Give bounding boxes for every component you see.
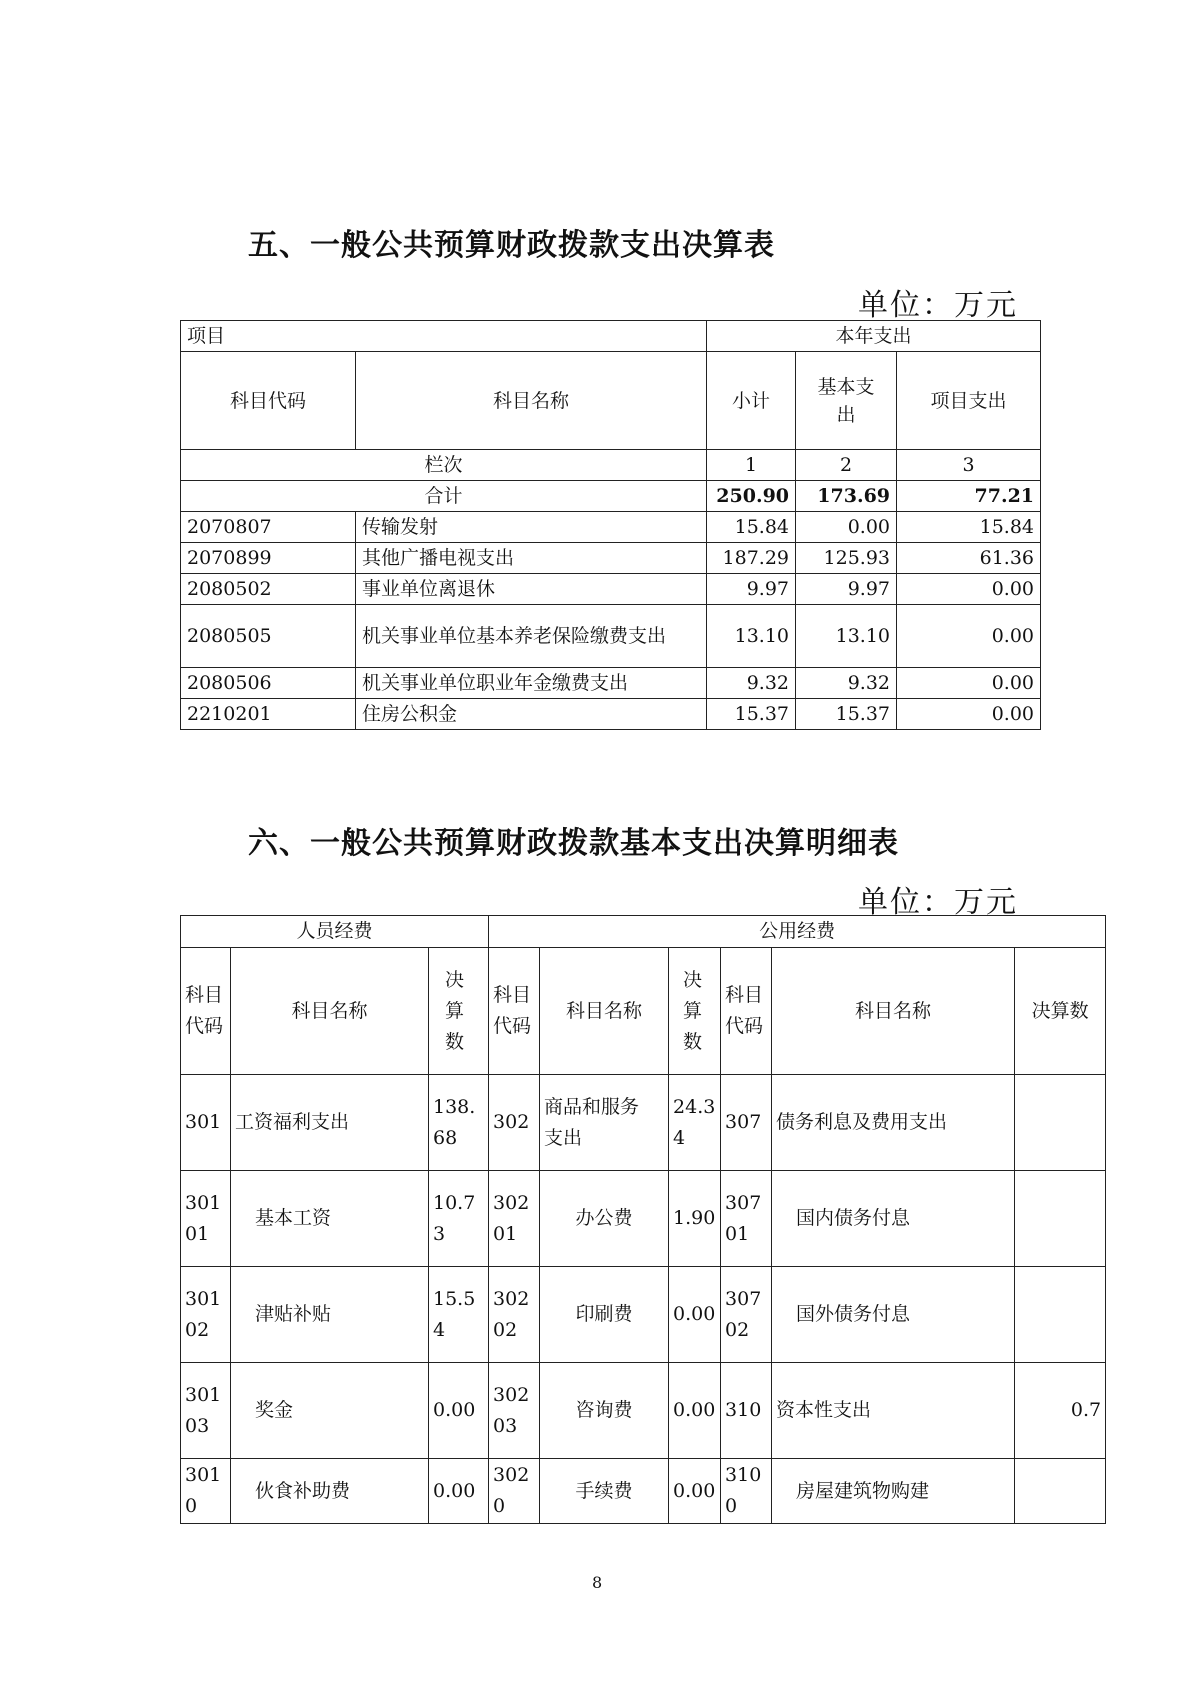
o-amount [1015, 1267, 1106, 1363]
row-subtotal: 9.97 [707, 574, 796, 605]
row-code: 2080502 [181, 574, 356, 605]
row-code: 2080506 [181, 668, 356, 699]
section5-unit: 单位：万元 [858, 288, 1018, 323]
g-amount: 1.90 [669, 1171, 721, 1267]
g-name: 办公费 [540, 1171, 669, 1267]
p-code: 30102 [181, 1267, 231, 1363]
row-code: 2080505 [181, 605, 356, 668]
o-code: 3100 [721, 1459, 772, 1524]
public-expense-header: 公用经费 [489, 916, 1106, 948]
g-amount: 0.00 [669, 1363, 721, 1459]
page-number: 8 [592, 1573, 603, 1592]
table-row [181, 605, 1041, 668]
table-row [181, 1363, 1106, 1459]
header-project: 项目支出 [897, 352, 1041, 450]
o-amount-header: 决算数 [1015, 948, 1106, 1075]
row-code: 2070899 [181, 543, 356, 574]
header-current-year: 本年支出 [707, 321, 1041, 352]
row-name: 事业单位离退休 [356, 574, 707, 605]
o-name: 国外债务付息 [772, 1267, 1015, 1363]
table-row [181, 1171, 1106, 1267]
o-name: 债务利息及费用支出 [772, 1075, 1015, 1171]
g-amount: 24.34 [669, 1075, 721, 1171]
o-code: 310 [721, 1363, 772, 1459]
p-amount-header: 决算数 [429, 948, 489, 1075]
section6-unit: 单位：万元 [858, 885, 1018, 920]
g-name: 手续费 [540, 1459, 669, 1524]
table-row [181, 699, 1041, 730]
o-amount [1015, 1459, 1106, 1524]
column-index-2: 2 [796, 450, 897, 481]
g-amount: 0.00 [669, 1459, 721, 1524]
g-name: 咨询费 [540, 1363, 669, 1459]
row-basic: 13.10 [796, 605, 897, 668]
g-code: 30202 [489, 1267, 540, 1363]
row-subtotal: 15.37 [707, 699, 796, 730]
row-subtotal: 15.84 [707, 512, 796, 543]
row-subtotal: 187.29 [707, 543, 796, 574]
o-amount [1015, 1171, 1106, 1267]
row-basic: 9.32 [796, 668, 897, 699]
basic-expenditure-detail-table [180, 915, 1106, 1524]
o-amount: 0.7 [1015, 1363, 1106, 1459]
o-code: 307 [721, 1075, 772, 1171]
o-code: 30701 [721, 1171, 772, 1267]
total-basic: 173.69 [796, 481, 897, 512]
o-amount [1015, 1075, 1106, 1171]
o-name: 房屋建筑物购建 [772, 1459, 1015, 1524]
o-code: 30702 [721, 1267, 772, 1363]
row-subtotal: 13.10 [707, 605, 796, 668]
table-row [181, 1075, 1106, 1171]
p-amount: 10.73 [429, 1171, 489, 1267]
table-row [181, 574, 1041, 605]
p-name: 津贴补贴 [231, 1267, 429, 1363]
row-basic: 0.00 [796, 512, 897, 543]
row-basic: 125.93 [796, 543, 897, 574]
total-project: 77.21 [897, 481, 1041, 512]
g-code: 302 [489, 1075, 540, 1171]
p-name: 工资福利支出 [231, 1075, 429, 1171]
p-amount: 15.54 [429, 1267, 489, 1363]
header-code: 科目代码 [181, 352, 356, 450]
row-name: 传输发射 [356, 512, 707, 543]
table-row [181, 668, 1041, 699]
row-project: 0.00 [897, 605, 1041, 668]
row-project: 61.36 [897, 543, 1041, 574]
g-name: 商品和服务支出 [540, 1075, 669, 1171]
row-project: 0.00 [897, 668, 1041, 699]
column-index-3: 3 [897, 450, 1041, 481]
section5-title: 五、一般公共预算财政拨款支出决算表 [248, 228, 775, 263]
row-basic: 15.37 [796, 699, 897, 730]
o-name: 资本性支出 [772, 1363, 1015, 1459]
g-name: 印刷费 [540, 1267, 669, 1363]
p-amount: 0.00 [429, 1363, 489, 1459]
p-code-header: 科目代码 [181, 948, 231, 1075]
g-code-header: 科目代码 [489, 948, 540, 1075]
personnel-expense-header: 人员经费 [181, 916, 489, 948]
p-code: 3010 [181, 1459, 231, 1524]
row-name: 住房公积金 [356, 699, 707, 730]
row-name: 机关事业单位基本养老保险缴费支出 [356, 605, 707, 668]
header-item: 项目 [181, 321, 707, 352]
header-basic: 基本支出 [796, 352, 897, 450]
p-amount: 0.00 [429, 1459, 489, 1524]
row-project: 15.84 [897, 512, 1041, 543]
header-subtotal: 小计 [707, 352, 796, 450]
row-project: 0.00 [897, 699, 1041, 730]
row-basic: 9.97 [796, 574, 897, 605]
p-name: 伙食补助费 [231, 1459, 429, 1524]
column-index-label: 栏次 [181, 450, 707, 481]
g-code: 3020 [489, 1459, 540, 1524]
table-row [181, 1267, 1106, 1363]
table-row [181, 543, 1041, 574]
p-name-header: 科目名称 [231, 948, 429, 1075]
section6-title: 六、一般公共预算财政拨款基本支出决算明细表 [248, 826, 899, 861]
table-row [181, 1459, 1106, 1524]
p-name: 基本工资 [231, 1171, 429, 1267]
g-amount-header: 决算数 [669, 948, 721, 1075]
row-code: 2210201 [181, 699, 356, 730]
p-code: 301 [181, 1075, 231, 1171]
column-index-1: 1 [707, 450, 796, 481]
g-code: 30201 [489, 1171, 540, 1267]
g-code: 30203 [489, 1363, 540, 1459]
row-project: 0.00 [897, 574, 1041, 605]
budget-expenditure-table [180, 320, 1041, 730]
p-code: 30103 [181, 1363, 231, 1459]
g-name-header: 科目名称 [540, 948, 669, 1075]
header-name: 科目名称 [356, 352, 707, 450]
g-amount: 0.00 [669, 1267, 721, 1363]
o-code-header: 科目代码 [721, 948, 772, 1075]
p-amount: 138.68 [429, 1075, 489, 1171]
row-code: 2070807 [181, 512, 356, 543]
table-row [181, 512, 1041, 543]
row-name: 其他广播电视支出 [356, 543, 707, 574]
row-subtotal: 9.32 [707, 668, 796, 699]
total-subtotal: 250.90 [707, 481, 796, 512]
row-name: 机关事业单位职业年金缴费支出 [356, 668, 707, 699]
p-name: 奖金 [231, 1363, 429, 1459]
p-code: 30101 [181, 1171, 231, 1267]
o-name: 国内债务付息 [772, 1171, 1015, 1267]
total-label: 合计 [181, 481, 707, 512]
o-name-header: 科目名称 [772, 948, 1015, 1075]
